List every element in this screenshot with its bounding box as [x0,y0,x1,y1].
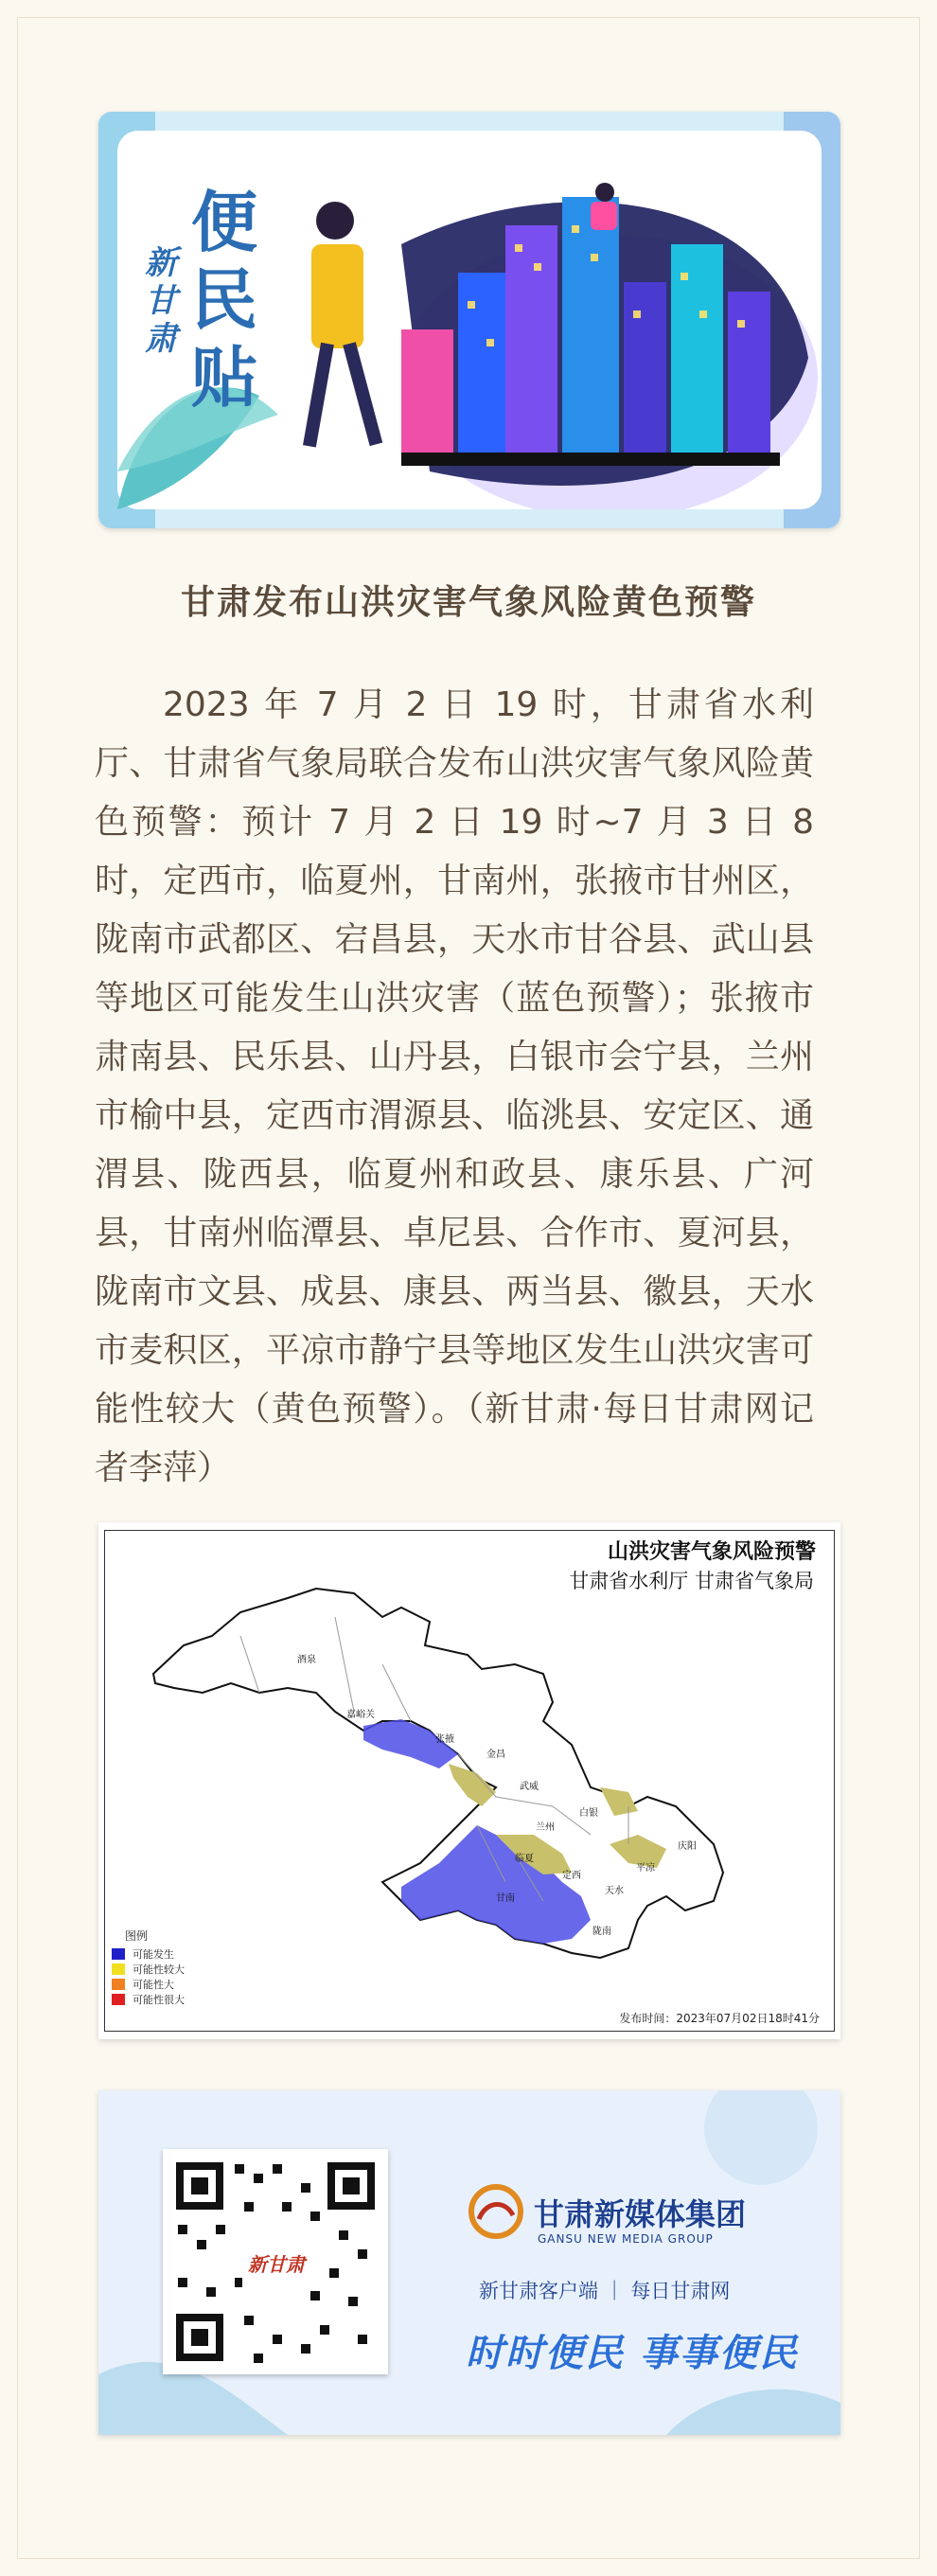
brand-name-english: GANSU NEW MEDIA GROUP [538,2232,714,2246]
banner-label-char-2: 民 [191,260,257,339]
map-label-lanzhou: 兰州 [536,1822,555,1833]
gansu-province-map [98,1522,840,2039]
legend-title: 图例 [125,1929,149,1943]
map-title: 山洪灾害气象风险预警 [607,1540,816,1564]
brand-links[interactable]: 新甘肃客户端 ｜ 每日甘肃网 [479,2280,731,2302]
qr-code[interactable] [163,2149,388,2374]
map-legend [112,1928,185,2007]
legend-swatch [112,1979,125,1990]
map-label-tianshui: 天水 [605,1886,624,1896]
banner-label [191,184,271,417]
map-label-zhangye: 张掖 [435,1734,454,1745]
legend-swatch [112,1994,125,2005]
legend-swatch [112,1963,125,1975]
map-label-baiyin: 白银 [579,1808,598,1819]
legend-label: 可能性较大 [133,1963,185,1976]
article-body: 2023 年 7 月 2 日 19 时，甘肃省水利厅、甘肃省气象局联合发布山洪灾害气象风险黄色预警：预计 7 月 2 日 19 时~7 月 3 日 8 时，定西市，临夏州，甘南州，张掖市甘州区，陇南市武都区、宕昌县，天水市甘谷县、武山县等地区可能发生山洪灾害（蓝色预警）；张掖市肃南县、民乐县、山丹县，白银市会宁县，兰州市榆中县，定西市渭源县、临洮县、安定区、通渭县、陇西县，临夏州和政县、康乐县、广河县，甘南州临潭县、卓尼县、合作市、夏河县，陇南市文县、成县、康县、两当县、徽县，天水市麦积区，平凉市静宁县等地区发生山洪灾害可能性较大（黄色预警）。（新甘肃·每日甘肃网记者李萍） [95,685,814,1487]
banner-label-char-3: 贴 [191,338,257,417]
header-banner [98,112,840,528]
legend-swatch [112,1948,125,1960]
banner-brand-vertical: 新甘肃 [145,244,177,358]
brand-name: 甘肃新媒体集团 [534,2196,747,2232]
banner-panel [117,131,822,509]
legend-item [112,1946,185,1962]
map-label-gannan: 甘南 [496,1893,515,1904]
map-label-longnan: 陇南 [592,1927,611,1937]
legend-item [112,1977,185,1992]
legend-item [112,1992,185,2007]
map-label-jiuquan: 酒泉 [297,1655,316,1665]
warning-map-card [98,1522,840,2039]
legend-item [112,1962,185,1977]
map-subtitle: 甘肃省水利厅 甘肃省气象局 [569,1570,814,1592]
legend-label: 可能性大 [133,1979,174,1991]
map-label-jinchang: 金昌 [486,1750,505,1760]
map-label-wuwei: 武威 [520,1782,539,1792]
map-label-dingxi: 定西 [562,1871,581,1881]
footer-card [98,2090,840,2435]
map-label-pingliang: 平凉 [636,1863,655,1874]
banner-label-char-1: 便 [191,183,257,261]
article-title: 甘肃发布山洪灾害气象风险黄色预警 [180,583,756,622]
map-label-qingyang: 庆阳 [678,1841,697,1852]
map-label-jiayuguan: 嘉峪关 [346,1710,375,1720]
legend-label: 可能发生 [133,1948,174,1961]
qr-center-text: 新甘肃 [248,2253,305,2276]
map-publish-time: 发布时间：2023年07月02日18时41分 [619,2012,820,2025]
legend-label: 可能性很大 [133,1994,185,2006]
map-label-linxia: 临夏 [515,1854,534,1864]
slogan: 时时便民 事事便民 [466,2332,799,2375]
brand-logo-icon [466,2181,526,2242]
